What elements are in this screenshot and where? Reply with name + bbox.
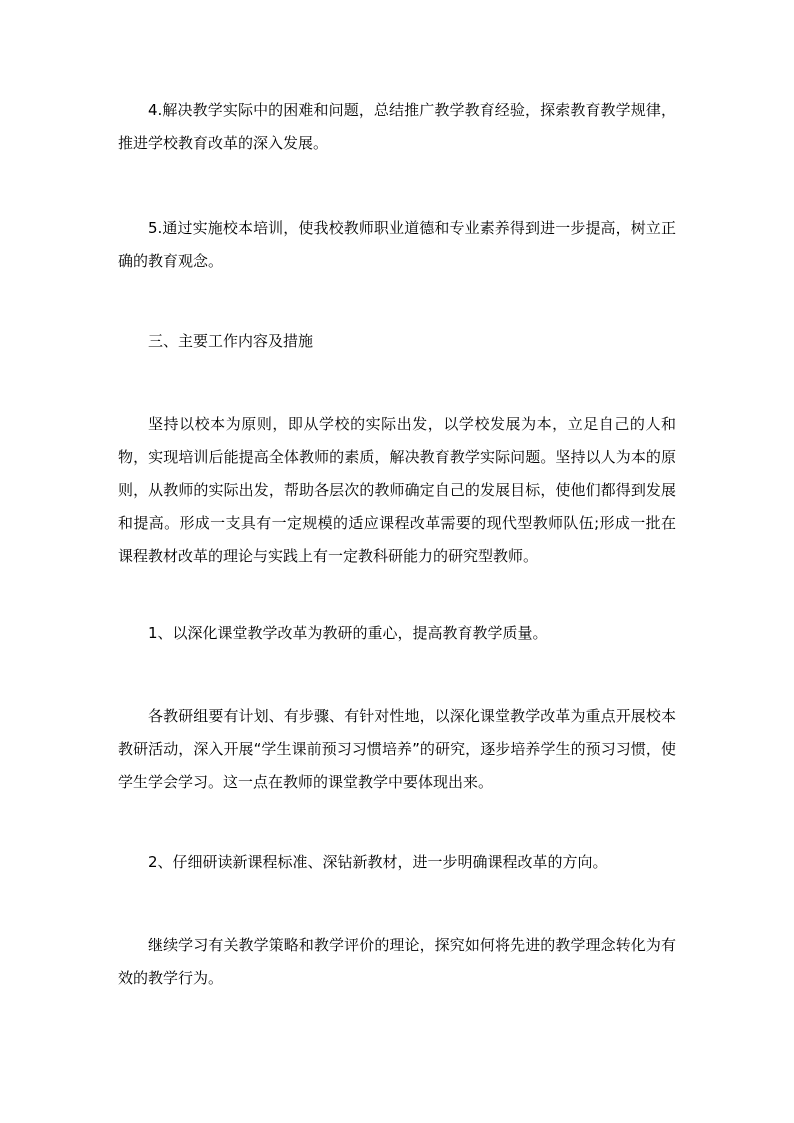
- paragraph-goal-4: 4.解决教学实际中的困难和问题，总结推广教学教育经验，探索教育教学规律，推进学校教育改革的深入发展。: [118, 101, 676, 152]
- subheading-item-2: 2、仔细研读新课程标准、深钻新教材，进一步明确课程改革的方向。: [148, 853, 608, 871]
- paragraph-goal-5: 5.通过实施校本培训，使我校教师职业道德和专业素养得到进一步提高，树立正确的教育观念。: [118, 219, 676, 270]
- subheading-item-1: 1、以深化课堂教学改革为教研的重心，提高教育教学质量。: [148, 624, 548, 642]
- paragraph-item-1-detail: 各教研组要有计划、有步骤、有针对性地，以深化课堂教学改革为重点开展校本教研活动，深入开展“学生课前预习习惯培养”的研究，逐步培养学生的预习习惯，使学生学会学习。这一点在教师的课堂教学中要体现出来。: [118, 707, 676, 791]
- paragraph-item-2-detail: 继续学习有关教学策略和教学评价的理论，探究如何将先进的教学理念转化为有效的教学行为。: [118, 936, 676, 987]
- section-heading-3: 三、主要工作内容及措施: [148, 332, 314, 350]
- paragraph-principles: 坚持以校本为原则，即从学校的实际出发，以学校发展为本，立足自己的人和物，实现培训后能提高全体教师的素质，解决教育教学实际问题。坚持以人为本的原则，从教师的实际出发，帮助各层次的教师确定自己的发展目标，使他们都得到发展和提高。形成一支具有一定规模的适应课程改革需要的现代型教师队伍;形成一批在课程教材改革的理论与实践上有一定教科研能力的研究型教师。: [118, 415, 676, 565]
